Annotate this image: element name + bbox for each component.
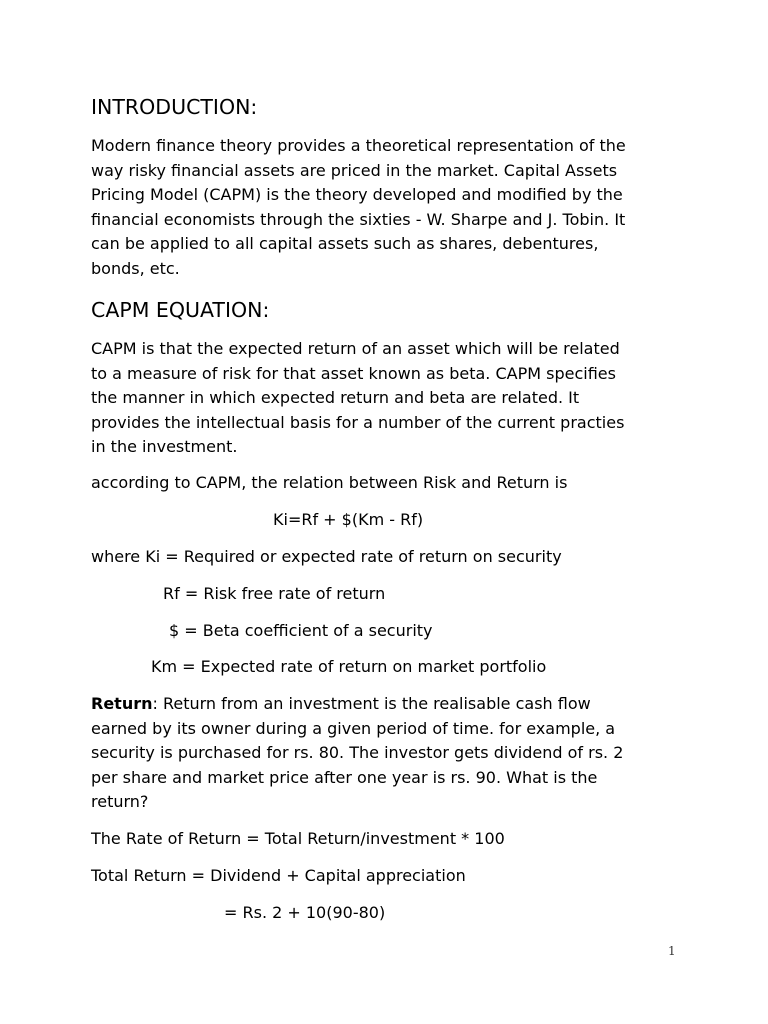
capm-paragraph	[91, 337, 691, 460]
total-return-calculation: = Rs. 2 + 10(90-80)	[224, 903, 386, 922]
capm-equation: Ki=Rf + $(Km - Rf)	[273, 510, 424, 529]
return-line: security is purchased for rs. 80. The investor gets dividend of rs. 2	[91, 743, 624, 762]
rate-of-return-formula: The Rate of Return = Total Return/investment * 100	[91, 829, 505, 848]
return-line: earned by its owner during a given period of time. for example, a	[91, 718, 616, 738]
definition-beta: $ = Beta coefficient of a security	[169, 621, 433, 640]
definition-km: Km = Expected rate of return on market portfolio	[151, 657, 547, 676]
return-first-line	[91, 692, 691, 717]
intro-line: Pricing Model (CAPM) is the theory developed and modified by the	[91, 185, 623, 204]
capm-heading: CAPM EQUATION:	[91, 298, 270, 322]
capm-line: the manner in which expected return and beta are related. It	[91, 388, 580, 407]
page-number: 1	[668, 944, 676, 958]
return-term: Return	[91, 694, 153, 713]
intro-paragraph	[91, 134, 691, 281]
return-paragraph	[91, 692, 691, 815]
intro-line: Modern finance theory provides a theoretical representation of the	[91, 136, 626, 155]
definition-rf: Rf = Risk free rate of return	[163, 584, 386, 603]
capm-line: in the investment.	[91, 437, 238, 456]
intro-heading: INTRODUCTION:	[91, 95, 258, 119]
capm-line: CAPM is that the expected return of an asset which will be related	[91, 339, 620, 358]
capm-line: to a measure of risk for that asset known as beta. CAPM specifies	[91, 363, 616, 383]
return-line: per share and market price after one year is rs. 90. What is the	[91, 767, 598, 787]
relation-intro: according to CAPM, the relation between Risk and Return is	[91, 473, 568, 492]
intro-line: bonds, etc.	[91, 258, 180, 278]
return-line: return?	[91, 792, 149, 811]
return-first-line-text: : Return from an investment is the realisable cash flow	[152, 694, 591, 713]
intro-line: can be applied to all capital assets such as shares, debentures,	[91, 234, 599, 253]
intro-line: financial economists through the sixties - W. Sharpe and J. Tobin. It	[91, 209, 626, 229]
total-return-formula: Total Return = Dividend + Capital appreciation	[91, 866, 466, 885]
capm-line: provides the intellectual basis for a number of the current practies	[91, 412, 625, 432]
intro-line: way risky financial assets are priced in the market. Capital Assets	[91, 160, 618, 180]
definition-ki: where Ki = Required or expected rate of return on security	[91, 547, 562, 566]
